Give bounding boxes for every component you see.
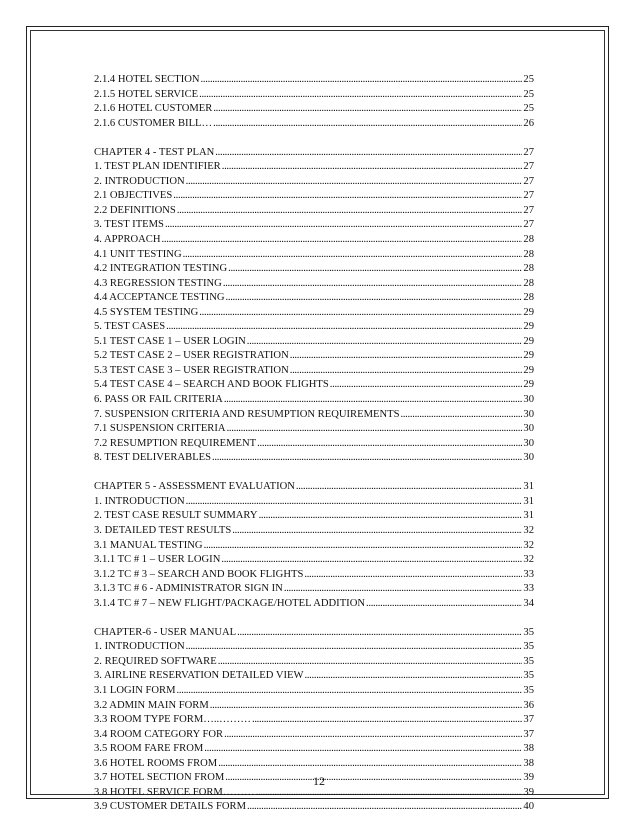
toc-entry-page: 29 — [523, 379, 534, 391]
toc-entry-page: 29 — [523, 364, 534, 376]
toc-dot-leader — [186, 640, 523, 655]
toc-entry[interactable] — [94, 146, 534, 161]
toc-dot-leader — [222, 160, 523, 175]
toc-entry-title: 3.1.4 TC # 7 – NEW FLIGHT/PACKAGE/HOTEL ADDITION — [94, 597, 366, 609]
toc-dot-leader — [224, 393, 523, 408]
toc-entry[interactable] — [94, 539, 534, 554]
toc-entry-title: 2.2 DEFINITIONS — [94, 204, 176, 216]
toc-entry-page: 38 — [523, 743, 534, 755]
toc-entry[interactable] — [94, 306, 534, 321]
toc-dot-leader — [186, 495, 523, 510]
toc-entry[interactable] — [94, 582, 534, 597]
toc-entry-title: 3.1.1 TC # 1 – USER LOGIN — [94, 554, 221, 566]
toc-entry-title: 1. INTRODUCTION — [94, 641, 185, 653]
toc-entry-title: 1. TEST PLAN IDENTIFIER — [94, 161, 221, 173]
toc-entry[interactable] — [94, 509, 534, 524]
toc-entry-title: 5.4 TEST CASE 4 – SEARCH AND BOOK FLIGHTS — [94, 379, 329, 391]
toc-dot-leader — [204, 742, 522, 757]
toc-entry[interactable] — [94, 655, 534, 670]
toc-entry-title: 5.1 TEST CASE 1 – USER LOGIN — [94, 335, 246, 347]
toc-entry-page: 29 — [523, 306, 534, 318]
toc-dot-leader — [226, 291, 523, 306]
toc-entry-title: 2. INTRODUCTION — [94, 175, 185, 187]
toc-dot-leader — [224, 728, 522, 743]
toc-entry-page: 28 — [523, 292, 534, 304]
toc-dot-leader — [162, 233, 523, 248]
toc-entry-page: 27 — [523, 146, 534, 158]
toc-entry[interactable] — [94, 335, 534, 350]
toc-dot-leader — [237, 626, 522, 641]
toc-entry-title: 3.4 ROOM CATEGORY FOR — [94, 728, 224, 740]
toc-entry-page: 27 — [523, 219, 534, 231]
toc-entry[interactable] — [94, 364, 534, 379]
toc-entry-title: CHAPTER-6 - USER MANUAL — [94, 626, 237, 638]
toc-dot-leader — [304, 669, 522, 684]
toc-entry[interactable] — [94, 597, 534, 612]
toc-dot-leader — [247, 335, 523, 350]
toc-entry-page: 35 — [523, 655, 534, 667]
toc-entry-page: 26 — [523, 117, 534, 129]
toc-entry-title: 6. PASS OR FAIL CRITERIA — [94, 394, 223, 406]
toc-entry-title: 3. AIRLINE RESERVATION DETAILED VIEW — [94, 670, 304, 682]
toc-entry-title: CHAPTER 5 - ASSESSMENT EVALUATION — [94, 481, 295, 493]
toc-entry-title: 3.1 MANUAL TESTING — [94, 539, 203, 551]
toc-entry-title: 5.2 TEST CASE 2 – USER REGISTRATION — [94, 350, 289, 362]
toc-entry-page: 32 — [523, 524, 534, 536]
toc-entry[interactable] — [94, 262, 534, 277]
toc-dot-leader — [218, 655, 523, 670]
toc-entry[interactable] — [94, 699, 534, 714]
toc-dot-leader — [210, 699, 523, 714]
toc-entry[interactable] — [94, 73, 534, 88]
toc-entry[interactable] — [94, 175, 534, 190]
toc-dot-leader — [215, 146, 522, 161]
toc-dot-leader — [183, 248, 523, 263]
toc-entry[interactable] — [94, 568, 534, 583]
toc-entry[interactable] — [94, 378, 534, 393]
toc-entry-page: 29 — [523, 350, 534, 362]
toc-dot-leader — [201, 73, 523, 88]
toc-entry-page: 35 — [523, 684, 534, 696]
toc-entry-title: 4.3 REGRESSION TESTING — [94, 277, 222, 289]
toc-entry[interactable] — [94, 291, 534, 306]
toc-entry-title: 2. TEST CASE RESULT SUMMARY — [94, 510, 258, 522]
table-of-contents — [94, 73, 534, 815]
toc-dot-leader — [204, 539, 523, 554]
toc-entry[interactable] — [94, 204, 534, 219]
toc-dot-leader — [366, 597, 522, 612]
toc-entry-title: 2.1.5 HOTEL SERVICE — [94, 88, 199, 100]
toc-entry[interactable] — [94, 800, 534, 815]
toc-entry[interactable] — [94, 102, 534, 117]
toc-entry-page: 37 — [523, 728, 534, 740]
toc-entry-title: 1. INTRODUCTION — [94, 495, 185, 507]
toc-entry-title: 3.1 LOGIN FORM — [94, 684, 176, 696]
toc-dot-leader — [259, 509, 523, 524]
toc-dot-leader — [213, 102, 522, 117]
toc-entry-title: 2.1.6 CUSTOMER BILL… — [94, 117, 213, 129]
toc-entry-title: CHAPTER 4 - TEST PLAN — [94, 146, 215, 158]
toc-entry-title: 4.1 UNIT TESTING — [94, 248, 182, 260]
toc-entry-page: 25 — [523, 103, 534, 115]
toc-entry-page: 27 — [523, 161, 534, 173]
toc-entry-page: 36 — [523, 699, 534, 711]
toc-entry-page: 30 — [523, 423, 534, 435]
toc-entry-page: 31 — [523, 495, 534, 507]
toc-entry[interactable] — [94, 524, 534, 539]
toc-entry[interactable] — [94, 728, 534, 743]
toc-entry-page: 40 — [523, 801, 534, 813]
toc-entry-title: 7.1 SUSPENSION CRITERIA — [94, 423, 226, 435]
toc-entry[interactable] — [94, 480, 534, 495]
toc-entry-title: 3.2 ADMIN MAIN FORM — [94, 699, 209, 711]
toc-entry[interactable] — [94, 189, 534, 204]
toc-entry-title: 3.1.2 TC # 3 – SEARCH AND BOOK FLIGHTS — [94, 568, 304, 580]
toc-spacer — [94, 131, 534, 146]
toc-dot-leader — [290, 364, 523, 379]
toc-entry-page: 31 — [523, 481, 534, 493]
toc-entry-page: 28 — [523, 277, 534, 289]
toc-entry[interactable] — [94, 248, 534, 263]
toc-entry[interactable] — [94, 437, 534, 452]
toc-dot-leader — [296, 480, 522, 495]
toc-entry-title: 5. TEST CASES — [94, 321, 166, 333]
toc-entry-title: 8. TEST DELIVERABLES — [94, 452, 212, 464]
toc-dot-leader — [290, 349, 523, 364]
toc-spacer — [94, 611, 534, 626]
toc-entry-page: 25 — [523, 88, 534, 100]
toc-dot-leader — [199, 88, 522, 103]
toc-entry-page: 27 — [523, 190, 534, 202]
toc-entry[interactable] — [94, 553, 534, 568]
toc-entry[interactable] — [94, 742, 534, 757]
toc-entry[interactable] — [94, 277, 534, 292]
toc-entry[interactable] — [94, 233, 534, 248]
toc-dot-leader — [213, 117, 522, 132]
toc-entry-page: 29 — [523, 321, 534, 333]
toc-dot-leader — [232, 524, 522, 539]
toc-entry-page: 39 — [523, 772, 534, 784]
toc-dot-leader — [166, 320, 522, 335]
toc-entry-page: 35 — [523, 670, 534, 682]
toc-entry-title: 2.1.6 HOTEL CUSTOMER — [94, 103, 213, 115]
toc-dot-leader — [223, 277, 523, 292]
toc-entry-page: 28 — [523, 234, 534, 246]
toc-entry-page: 28 — [523, 248, 534, 260]
toc-entry[interactable] — [94, 495, 534, 510]
toc-dot-leader — [186, 175, 523, 190]
toc-spacer — [94, 466, 534, 481]
toc-dot-leader — [284, 582, 523, 597]
toc-entry[interactable] — [94, 160, 534, 175]
toc-entry-title: 3.8 HOTEL SERVICE FORM……… — [94, 786, 255, 798]
toc-entry[interactable] — [94, 408, 534, 423]
toc-entry-title: 4. APPROACH — [94, 234, 161, 246]
toc-entry-page: 27 — [523, 204, 534, 216]
toc-dot-leader — [252, 713, 522, 728]
toc-dot-leader — [400, 408, 522, 423]
toc-entry-title: 4.4 ACCEPTANCE TESTING — [94, 292, 225, 304]
toc-dot-leader — [304, 568, 522, 583]
toc-dot-leader — [199, 306, 522, 321]
toc-entry-page: 30 — [523, 394, 534, 406]
toc-entry-page: 31 — [523, 510, 534, 522]
toc-entry-page: 32 — [523, 539, 534, 551]
toc-dot-leader — [330, 378, 523, 393]
toc-entry-title: 3.3 ROOM TYPE FORM…..……… — [94, 714, 251, 726]
toc-entry[interactable] — [94, 349, 534, 364]
toc-dot-leader — [218, 757, 522, 772]
toc-entry-page: 29 — [523, 335, 534, 347]
toc-entry[interactable] — [94, 393, 534, 408]
toc-entry-page: 28 — [523, 263, 534, 275]
toc-entry-title: 2. REQUIRED SOFTWARE — [94, 655, 217, 667]
toc-dot-leader — [257, 437, 522, 452]
toc-entry[interactable] — [94, 422, 534, 437]
toc-entry-page: 35 — [523, 641, 534, 653]
toc-dot-leader — [212, 451, 522, 466]
toc-entry[interactable] — [94, 757, 534, 772]
toc-entry[interactable] — [94, 640, 534, 655]
toc-entry-page: 25 — [523, 74, 534, 85]
toc-entry-page: 38 — [523, 757, 534, 769]
toc-entry-title: 2.1.4 HOTEL SECTION — [94, 74, 200, 85]
toc-entry-page: 27 — [523, 175, 534, 187]
toc-entry-title: 3.7 HOTEL SECTION FROM — [94, 772, 225, 784]
toc-entry[interactable] — [94, 669, 534, 684]
toc-entry-page: 32 — [523, 554, 534, 566]
toc-entry-title: 3.1.3 TC # 6 - ADMINISTRATOR SIGN IN — [94, 583, 283, 595]
toc-entry-title: 7. SUSPENSION CRITERIA AND RESUMPTION REQUIREMENTS — [94, 408, 400, 420]
toc-entry-title: 5.3 TEST CASE 3 – USER REGISTRATION — [94, 364, 289, 376]
toc-dot-leader — [228, 262, 522, 277]
toc-entry[interactable] — [94, 117, 534, 132]
toc-entry[interactable] — [94, 626, 534, 641]
toc-entry-title: 4.5 SYSTEM TESTING — [94, 306, 199, 318]
toc-entry[interactable] — [94, 320, 534, 335]
page-number: 12 — [313, 774, 325, 788]
toc-dot-leader — [177, 684, 523, 699]
toc-entry-page: 30 — [523, 452, 534, 464]
toc-entry[interactable] — [94, 684, 534, 699]
toc-entry-page: 35 — [523, 626, 534, 638]
toc-entry[interactable] — [94, 218, 534, 233]
toc-dot-leader — [173, 189, 522, 204]
toc-entry-page: 39 — [523, 786, 534, 798]
toc-entry-title: 4.2 INTEGRATION TESTING — [94, 263, 228, 275]
toc-dot-leader — [227, 422, 523, 437]
toc-entry-page: 37 — [523, 714, 534, 726]
toc-entry-title: 2.1 OBJECTIVES — [94, 190, 173, 202]
toc-entry-title: 3.6 HOTEL ROOMS FROM — [94, 757, 218, 769]
toc-dot-leader — [165, 218, 522, 233]
toc-entry-title: 3.9 CUSTOMER DETAILS FORM — [94, 801, 246, 813]
toc-entry-page: 30 — [523, 408, 534, 420]
toc-entry-page: 33 — [523, 568, 534, 580]
toc-entry-page: 34 — [523, 597, 534, 609]
toc-entry-title: 3. TEST ITEMS — [94, 219, 164, 231]
toc-entry[interactable] — [94, 713, 534, 728]
toc-dot-leader — [221, 553, 522, 568]
toc-entry-title: 3.5 ROOM FARE FROM — [94, 743, 204, 755]
toc-entry-title: 3. DETAILED TEST RESULTS — [94, 524, 232, 536]
toc-entry-title: 7.2 RESUMPTION REQUIREMENT — [94, 437, 257, 449]
toc-entry[interactable] — [94, 451, 534, 466]
toc-entry-page: 33 — [523, 583, 534, 595]
toc-entry[interactable] — [94, 88, 534, 103]
toc-dot-leader — [177, 204, 523, 219]
toc-dot-leader — [247, 800, 522, 815]
toc-entry-page: 30 — [523, 437, 534, 449]
